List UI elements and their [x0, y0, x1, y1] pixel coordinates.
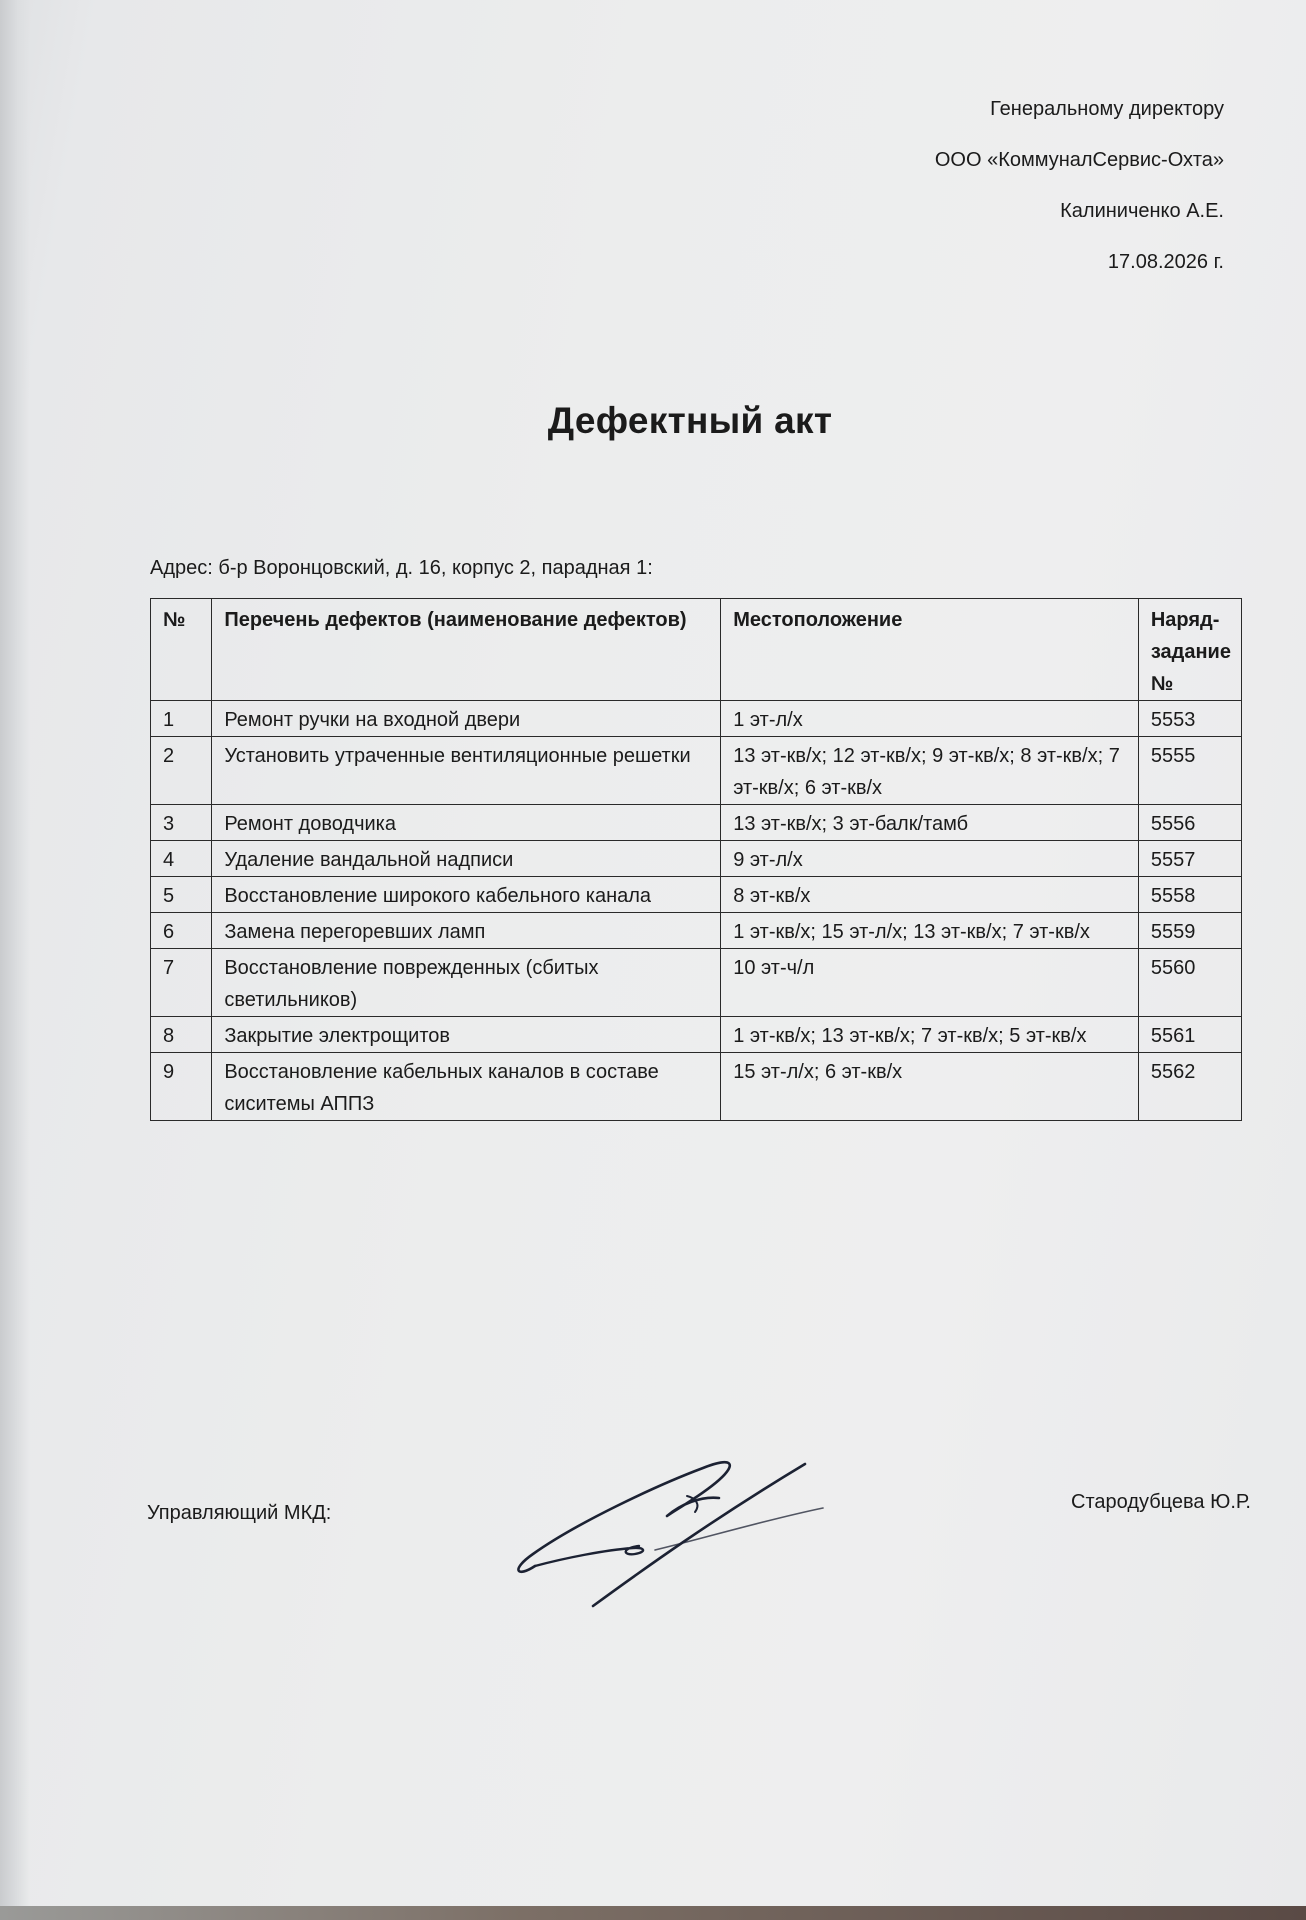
row-work-order-cell: 5561: [1138, 1017, 1241, 1053]
table-row: [151, 877, 1242, 913]
row-num-cell: 2: [151, 737, 212, 805]
row-location-cell: 1 эт-кв/х; 13 эт-кв/х; 7 эт-кв/х; 5 эт-кв/х: [721, 1017, 1139, 1053]
header-location: Местоположение: [721, 599, 1139, 701]
addressee-block: [935, 84, 1224, 288]
row-num-cell: 1: [151, 701, 212, 737]
table-row: [151, 841, 1242, 877]
header-work-order: Наряд-задание №: [1138, 599, 1241, 701]
row-location-cell: 9 эт-л/х: [721, 841, 1139, 877]
desk-background-edge: [0, 1906, 1306, 1920]
table-row: [151, 701, 1242, 737]
header-defect-name: Перечень дефектов (наименование дефектов): [212, 599, 721, 701]
row-defect-cell: Замена перегоревших ламп: [212, 913, 721, 949]
row-num-cell: 5: [151, 877, 212, 913]
row-num-cell: 3: [151, 805, 212, 841]
row-location-cell: 13 эт-кв/х; 3 эт-балк/тамб: [721, 805, 1139, 841]
row-work-order-cell: 5562: [1138, 1053, 1241, 1121]
row-location-cell: 1 эт-л/х: [721, 701, 1139, 737]
row-num-cell: 8: [151, 1017, 212, 1053]
row-location-cell: 1 эт-кв/х; 15 эт-л/х; 13 эт-кв/х; 7 эт-кв/х: [721, 913, 1139, 949]
row-defect-cell: Ремонт ручки на входной двери: [212, 701, 721, 737]
table-header-row: [151, 599, 1242, 701]
table-row: [151, 913, 1242, 949]
row-defect-cell: Закрытие электрощитов: [212, 1017, 721, 1053]
addressee-person: Калиниченко А.Е.: [1060, 200, 1224, 222]
row-work-order-cell: 5558: [1138, 877, 1241, 913]
signature-row: [0, 1480, 1306, 1620]
document-date: 17.08.2026 г.: [1107, 251, 1224, 273]
row-location-cell: 8 эт-кв/х: [721, 877, 1139, 913]
row-work-order-cell: 5556: [1138, 805, 1241, 841]
row-num-cell: 6: [151, 913, 212, 949]
header-num: №: [151, 599, 212, 701]
addressee-position: Генеральному директору: [990, 98, 1224, 120]
row-num-cell: 4: [151, 841, 212, 877]
document-title: Дефектный акт: [547, 400, 833, 441]
row-defect-cell: Установить утраченные вентиляционные решетки: [212, 737, 721, 805]
row-defect-cell: Ремонт доводчика: [212, 805, 721, 841]
row-defect-cell: Восстановление широкого кабельного канала: [212, 877, 721, 913]
address-line: Адрес: б-р Воронцовский, д. 16, корпус 2, парадная 1:: [150, 557, 653, 579]
row-work-order-cell: 5560: [1138, 949, 1241, 1017]
addressee-company: ООО «КоммуналСервис-Охта»: [934, 149, 1224, 171]
row-defect-cell: Удаление вандальной надписи: [212, 841, 721, 877]
table-row: [151, 1053, 1242, 1121]
row-location-cell: 15 эт-л/х; 6 эт-кв/х: [721, 1053, 1139, 1121]
row-work-order-cell: 5559: [1138, 913, 1241, 949]
table-body: [151, 701, 1242, 1121]
row-work-order-cell: 5555: [1138, 737, 1241, 805]
row-work-order-cell: 5557: [1138, 841, 1241, 877]
table-row: [151, 805, 1242, 841]
signatory-name: Стародубцева Ю.Р.: [1071, 1491, 1251, 1513]
page-edge-shadow: [0, 0, 30, 1920]
defects-table: [150, 598, 1242, 1121]
table-row: [151, 949, 1242, 1017]
row-num-cell: 7: [151, 949, 212, 1017]
row-num-cell: 9: [151, 1053, 212, 1121]
table-row: [151, 1017, 1242, 1053]
signatory-title: Управляющий МКД:: [147, 1502, 332, 1524]
row-defect-cell: Восстановление кабельных каналов в составе сиситемы АППЗ: [212, 1053, 721, 1121]
row-work-order-cell: 5553: [1138, 701, 1241, 737]
table-row: [151, 737, 1242, 805]
row-location-cell: 10 эт-ч/л: [721, 949, 1139, 1017]
handwritten-signature: [505, 1438, 825, 1613]
row-defect-cell: Восстановление поврежденных (сбитых светильников): [212, 949, 721, 1017]
row-location-cell: 13 эт-кв/х; 12 эт-кв/х; 9 эт-кв/х; 8 эт-кв/х; 7 эт-кв/х; 6 эт-кв/х: [721, 737, 1139, 805]
